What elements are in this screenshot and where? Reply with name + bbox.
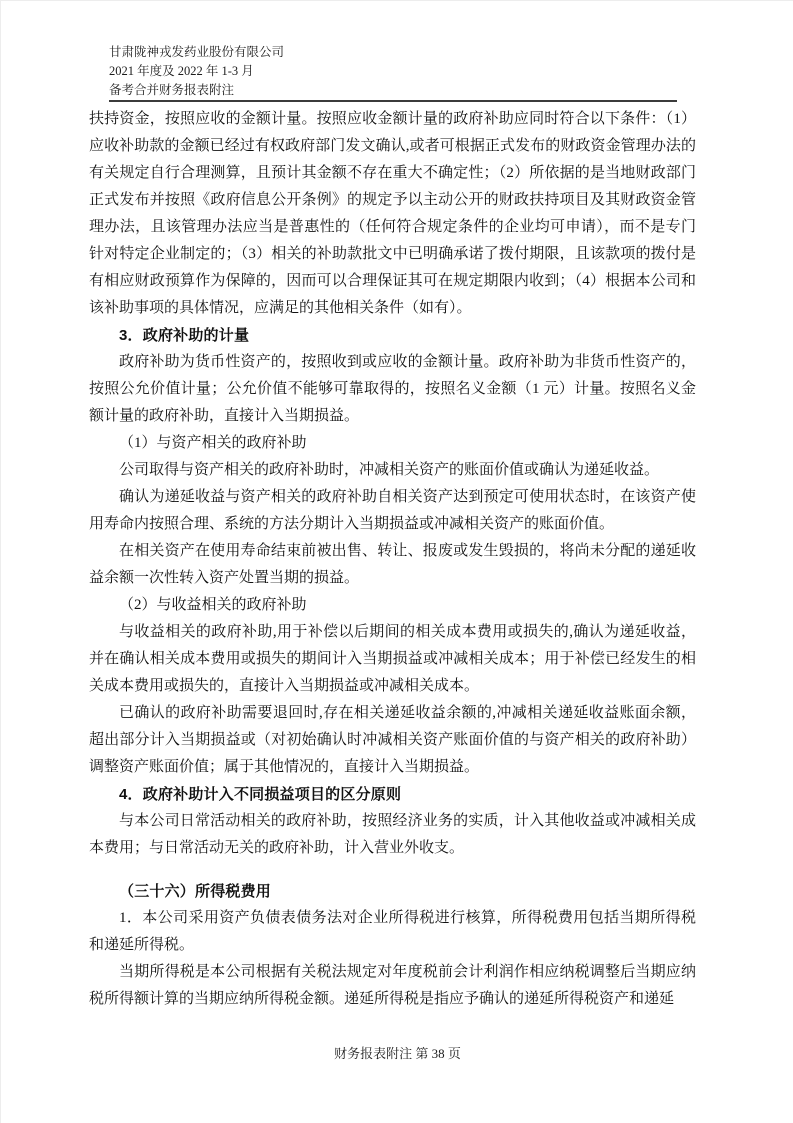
paragraph-balance-sheet-liability-method: 1．本公司采用资产负债表债务法对企业所得税进行核算，所得税费用包括当期所得税和递延所得税。 — [89, 910, 696, 953]
header-company-name: 甘肃陇神戎发药业股份有限公司 — [109, 45, 285, 59]
page-header — [109, 43, 677, 100]
document-body — [89, 106, 696, 1013]
paragraph-daily-activity-subsidy: 与本公司日常活动相关的政府补助，按照经济业务的实质，计入其他收益或冲减相关成本费用；与日常活动无关的政府补助，计入营业外收支。 — [89, 813, 696, 856]
heading-profit-loss-classification: 4．政府补助计入不同损益项目的区分原则 — [119, 786, 402, 803]
subheading-asset-related-subsidy: （1）与资产相关的政府补助 — [119, 435, 307, 451]
header-report-period: 2021 年度及 2022 年 1-3 月 — [109, 64, 254, 78]
paragraph-subsidy-receivable-conditions: 扶持资金，按照应收的金额计量。按照应收金额计量的政府补助应同时符合以下条件：（1）应收补助款的金额已经过有权政府部门发文确认,或者可根据正式发布的财政资金管理办法的有关规定自行合理测算，且预计其金额不存在重大不确定性；（2）所依据的是当地财政部门正式发布并按照《政府信息公开条例》的规定予以主动公开的财政扶持项目及其财政资金管理办法，且该管理办法应当是普惠性的（任何符合规定条件的企业均可申请），而不是专门针对特定企业制定的；（3）相关的补助款批文中已明确承诺了拨付期限，且该款项的拨付是有相应财政预算作为保障的，因而可以合理保证其可在规定期限内收到；（4）根据本公司和该补助事项的具体情况，应满足的其他相关条件（如有）。 — [89, 111, 696, 316]
paragraph-monetary-measurement: 政府补助为货币性资产的，按照收到或应收的金额计量。政府补助为非货币性资产的，按照公允价值计量；公允价值不能够可靠取得的，按照名义金额（1 元）计量。按照名义金额计量的政府补助，直接计入当期损益。 — [89, 354, 696, 424]
paragraph-asset-disposal-transfer: 在相关资产在使用寿命结束前被出售、转让、报废或发生毁损的，将尚未分配的递延收益余额一次性转入资产处置当期的损益。 — [89, 543, 696, 586]
paragraph-subsidy-refund: 已确认的政府补助需要退回时,存在相关递延收益余额的,冲减相关递延收益账面余额，超出部分计入当期损益或（对初始确认时冲减相关资产账面价值的与资产相关的政府补助）调整资产账面价值；属于其他情况的，直接计入当期损益。 — [89, 705, 696, 775]
header-doc-title: 备考合并财务报表附注 — [109, 83, 235, 97]
paragraph-asset-subsidy-recognition: 公司取得与资产相关的政府补助时，冲减相关资产的账面价值或确认为递延收益。 — [119, 462, 660, 478]
header-divider-rule — [109, 100, 677, 102]
heading-subsidy-measurement: 3．政府补助的计量 — [119, 327, 250, 344]
paragraph-income-subsidy-treatment: 与收益相关的政府补助,用于补偿以后期间的相关成本费用或损失的,确认为递延收益，并在确认相关成本费用或损失的期间计入当期损益或冲减相关成本；用于补偿已经发生的相关成本费用或损失的，直接计入当期损益或冲减相关成本。 — [89, 624, 696, 694]
paragraph-current-deferred-tax: 当期所得税是本公司根据有关税法规定对年度税前会计利润作相应纳税调整后当期应纳税所得额计算的当期应纳所得税金额。递延所得税是指应予确认的递延所得税资产和递延 — [89, 964, 696, 1007]
subheading-income-related-subsidy: （2）与收益相关的政府补助 — [119, 597, 307, 613]
page-footer: 财务报表附注 第 38 页 — [334, 1046, 461, 1061]
heading-income-tax-expense: （三十六）所得税费用 — [119, 883, 272, 900]
paragraph-deferred-income-amortization: 确认为递延收益与资产相关的政府补助自相关资产达到预定可使用状态时，在该资产使用寿命内按照合理、系统的方法分期计入当期损益或冲减相关资产的账面价值。 — [89, 489, 696, 532]
